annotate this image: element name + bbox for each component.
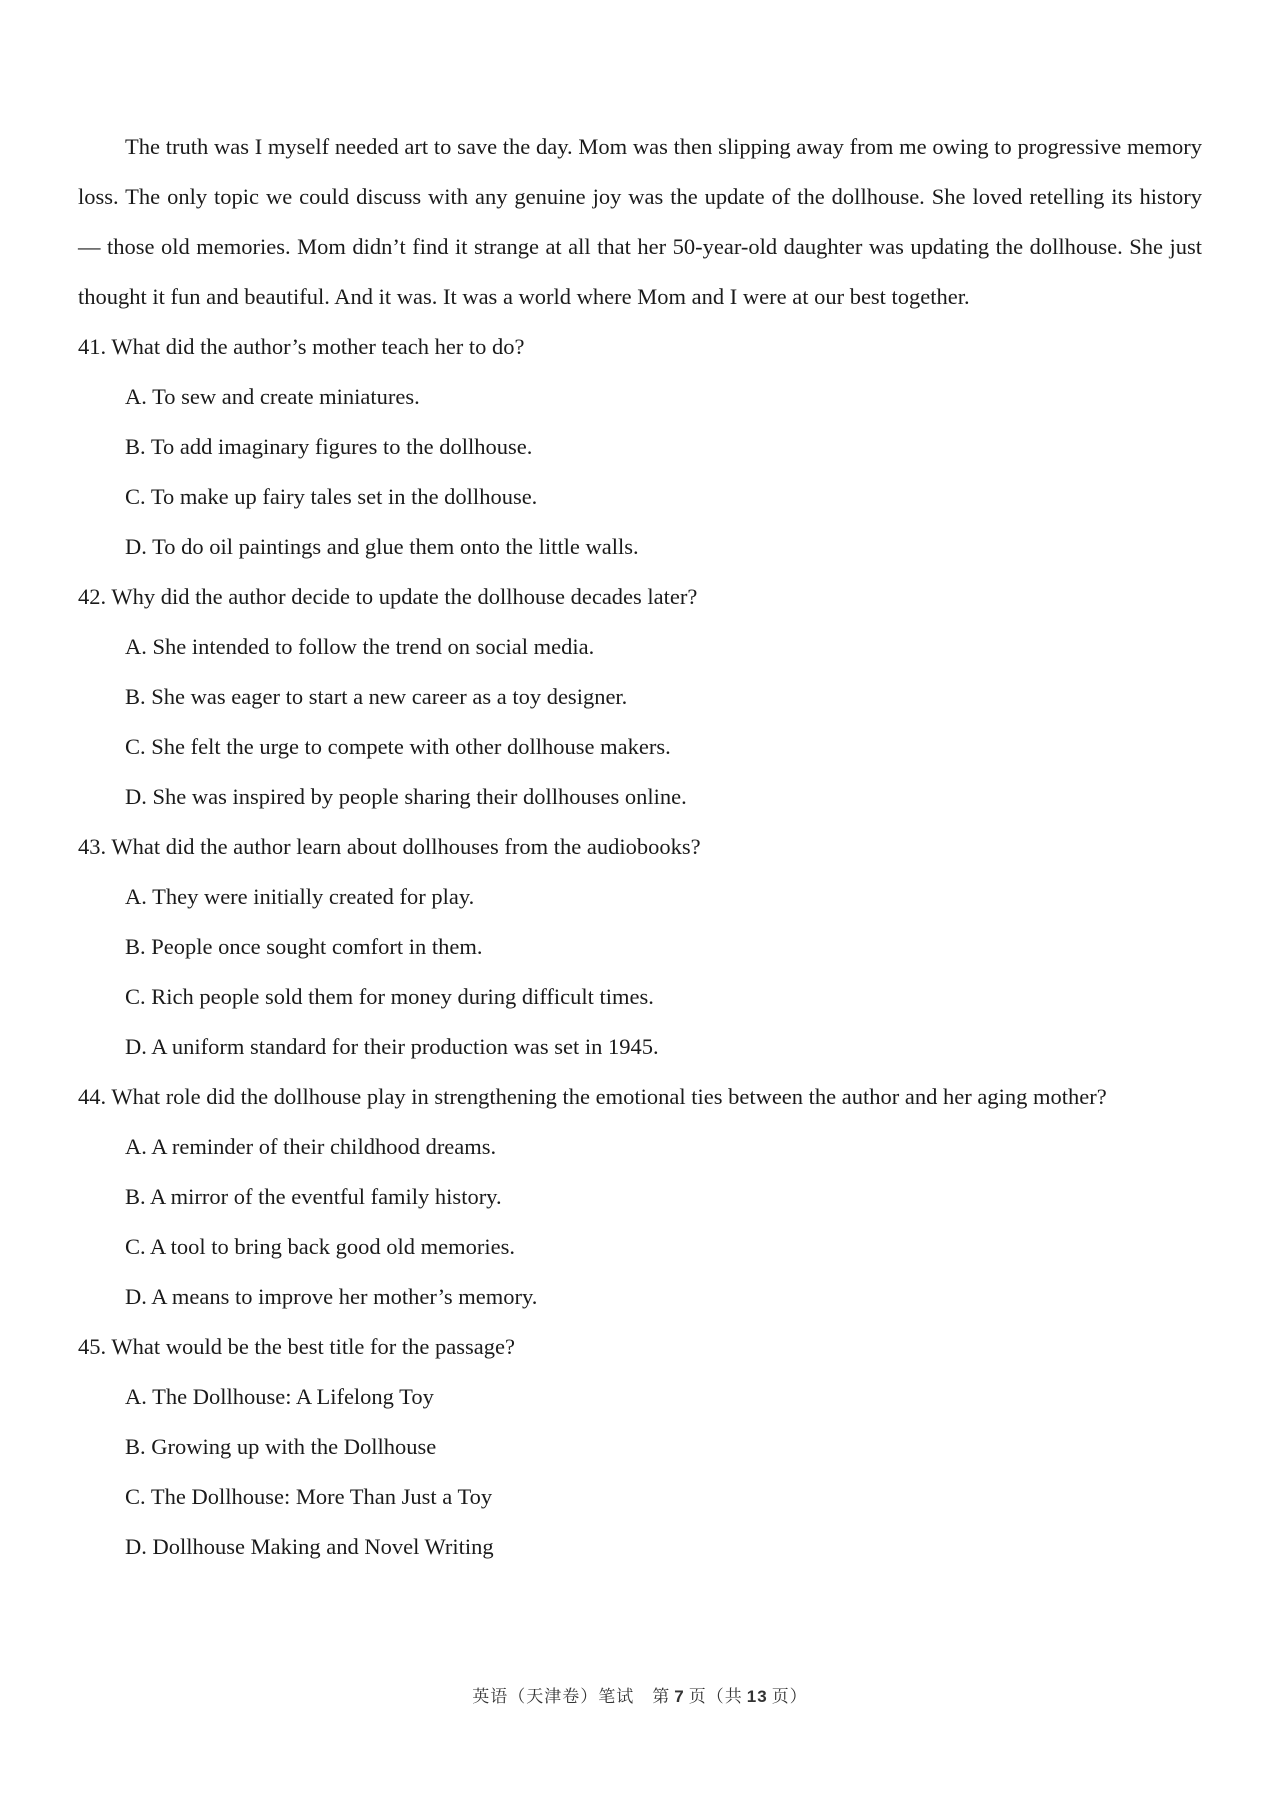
question-stem: 45. What would be the best title for the passage? [78, 1334, 515, 1359]
option-b: B. Growing up with the Dollhouse [125, 1434, 437, 1459]
passage-paragraph: The truth was I myself needed art to save the day. Mom was then slipping away from me owing to progressive memory loss. The only topic we could discuss with any genuine joy was the update of the dollhouse. She loved retelling its history — those old memories. Mom didn’t find it strange at all that her 50-year-old daughter was updating the dollhouse. She just thought it fun and beautiful. And it was. It was a world where Mom and I were at our best together. [78, 134, 1202, 309]
option-d: D. A means to improve her mother’s memory. [125, 1284, 538, 1309]
option-c: C. A tool to bring back good old memories. [125, 1234, 515, 1259]
option-a: A. A reminder of their childhood dreams. [125, 1134, 497, 1159]
total-pages: 13 [746, 1687, 768, 1706]
option-a: A. They were initially created for play. [125, 884, 475, 909]
option-b: B. A mirror of the eventful family history. [125, 1184, 502, 1209]
question-stem: 44. What role did the dollhouse play in strengthening the emotional ties between the author and her aging mother? [78, 1084, 1107, 1109]
option-d: D. To do oil paintings and glue them onto the little walls. [125, 534, 639, 559]
page-number: 7 [674, 1687, 685, 1706]
question-43 [78, 822, 1202, 1072]
option-b: B. People once sought comfort in them. [125, 934, 483, 959]
option-c: C. The Dollhouse: More Than Just a Toy [125, 1484, 493, 1509]
option-b: B. She was eager to start a new career as a toy designer. [125, 684, 628, 709]
option-d: D. Dollhouse Making and Novel Writing [125, 1534, 494, 1559]
option-c: C. Rich people sold them for money during difficult times. [125, 984, 654, 1009]
footer-suffix: 页） [771, 1687, 808, 1707]
footer-prefix: 英语（天津卷）笔试 第 [472, 1687, 671, 1707]
question-stem: 41. What did the author’s mother teach her to do? [78, 334, 525, 359]
footer-middle: 页（共 [688, 1687, 743, 1707]
option-d: D. A uniform standard for their production was set in 1945. [125, 1034, 659, 1059]
question-45 [78, 1322, 1202, 1572]
exam-page [78, 122, 1202, 1572]
option-c: C. To make up fairy tales set in the dollhouse. [125, 484, 538, 509]
question-42 [78, 572, 1202, 822]
option-b: B. To add imaginary figures to the dollhouse. [125, 434, 533, 459]
question-44 [78, 1072, 1202, 1322]
option-a: A. The Dollhouse: A Lifelong Toy [125, 1384, 434, 1409]
option-d: D. She was inspired by people sharing their dollhouses online. [125, 784, 687, 809]
option-c: C. She felt the urge to compete with other dollhouse makers. [125, 734, 671, 759]
page-footer [0, 1682, 1280, 1707]
option-a: A. She intended to follow the trend on social media. [125, 634, 595, 659]
question-41 [78, 322, 1202, 572]
option-a: A. To sew and create miniatures. [125, 384, 420, 409]
question-stem: 42. Why did the author decide to update the dollhouse decades later? [78, 584, 698, 609]
question-stem: 43. What did the author learn about dollhouses from the audiobooks? [78, 834, 701, 859]
